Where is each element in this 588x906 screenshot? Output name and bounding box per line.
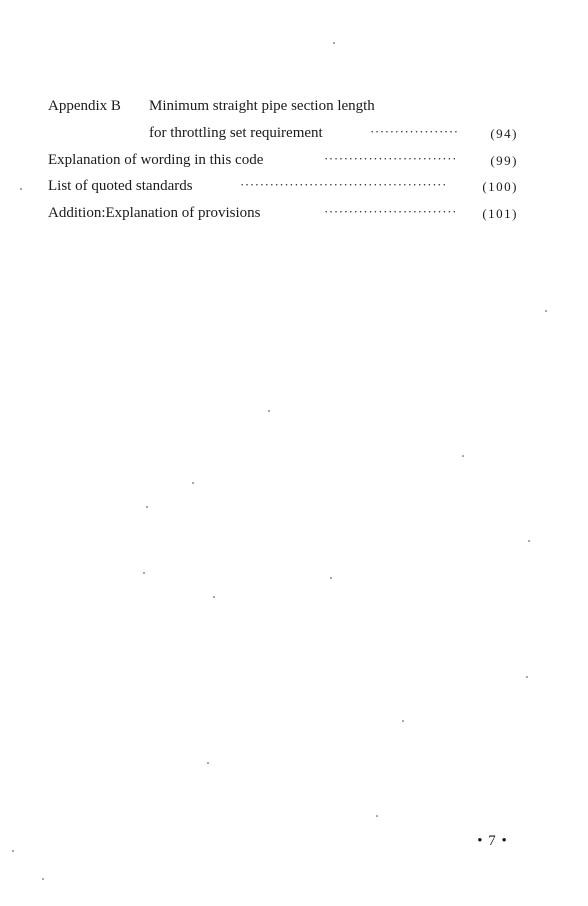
scan-speck (42, 878, 44, 880)
scan-speck (376, 815, 378, 817)
toc-entry-appendix-b-continued[interactable] (48, 123, 518, 143)
page-number: • 7 • (477, 833, 508, 849)
toc-dot-leader: ·········································· (240, 177, 448, 192)
toc-page-number: (94) (490, 126, 518, 141)
toc-page-number: (101) (482, 206, 518, 221)
scan-speck (268, 410, 270, 412)
scan-speck (402, 720, 404, 722)
toc-dot-leader: ·················· (370, 124, 459, 139)
toc-entry-title: Explanation of wording in this code (48, 152, 264, 168)
toc-entry-wording[interactable] (48, 150, 518, 170)
scan-speck (146, 506, 148, 508)
scan-speck (207, 762, 209, 764)
toc-entry-title: List of quoted standards (48, 178, 193, 194)
toc-entry-prefix: Appendix B (48, 98, 121, 114)
scan-speck (213, 596, 215, 598)
toc-entry-title-continued: for throttling set requirement (149, 125, 323, 141)
toc-entry-appendix-b[interactable] (48, 96, 518, 116)
toc-entry-title: Addition:Explanation of provisions (48, 205, 261, 221)
scan-speck (333, 42, 335, 44)
scan-speck (545, 310, 547, 312)
toc-entry-provisions[interactable] (48, 203, 518, 223)
scan-speck (12, 850, 14, 852)
scan-speck (143, 572, 145, 574)
toc-entry-quoted-standards[interactable] (48, 176, 518, 196)
scan-speck (462, 455, 464, 457)
scan-speck (526, 676, 528, 678)
toc-page-number: (99) (490, 153, 518, 168)
scan-speck (20, 188, 22, 190)
scan-speck (330, 577, 332, 579)
scan-speck (192, 482, 194, 484)
toc-page-number: (100) (482, 179, 518, 194)
toc-dot-leader: ··························· (324, 204, 458, 219)
toc-entry-title: Minimum straight pipe section length (149, 98, 375, 114)
scan-speck (528, 540, 530, 542)
toc-dot-leader: ··························· (324, 151, 458, 166)
